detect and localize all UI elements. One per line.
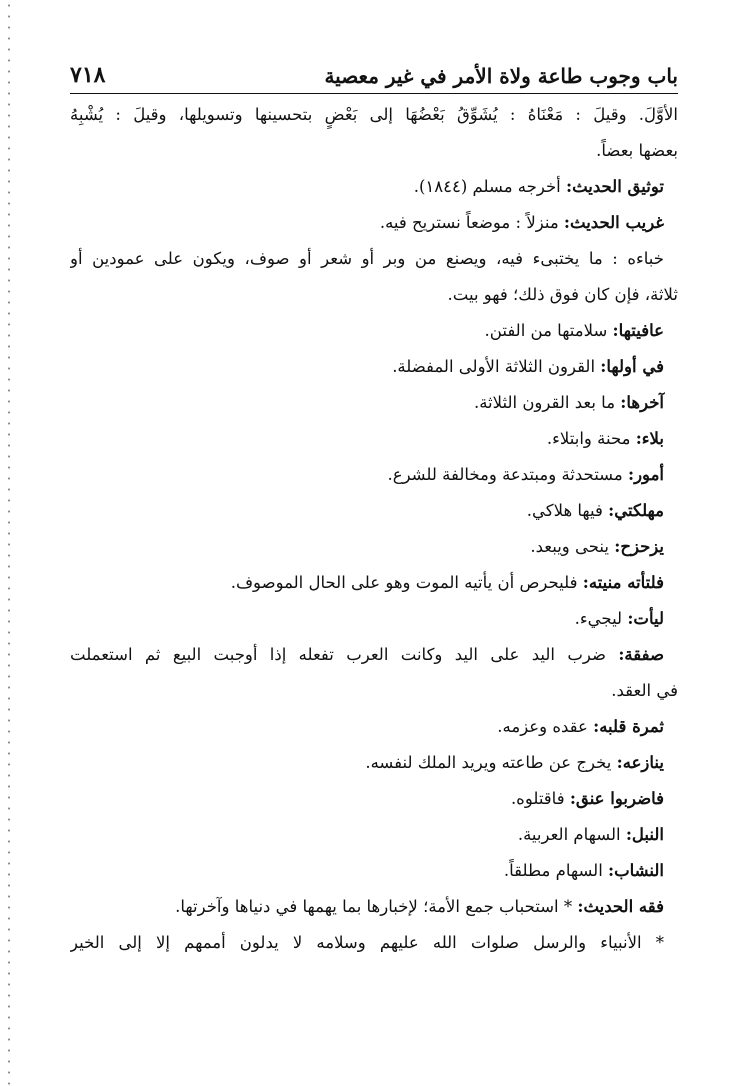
line-text: عقده وعزمه. (497, 717, 594, 736)
gloss-term: آخرها: (620, 393, 664, 412)
text-line (70, 858, 678, 894)
line-text: منزلاً : موضعاً نستريح فيه. (379, 213, 564, 232)
line-text: بعضها بعضاً. (596, 141, 678, 160)
gloss-term: النبل: (625, 825, 664, 844)
line-text: القرون الثلاثة الأولى المفضلة. (392, 357, 601, 376)
text-line (70, 390, 678, 426)
scan-dotted-margin (8, 0, 10, 1086)
text-line (70, 498, 678, 534)
running-header (70, 62, 678, 94)
gloss-term: فقه الحديث: (577, 897, 664, 916)
gloss-term: ثمرة قلبه: (593, 717, 664, 736)
page-number: ٧١٨ (70, 62, 106, 88)
line-text: يخرج عن طاعته ويريد الملك لنفسه. (365, 753, 617, 772)
line-text: في العقد. (611, 681, 678, 700)
line-text: فيها هلاكي. (526, 501, 609, 520)
gloss-term: فاضربوا عنق: (569, 789, 664, 808)
text-line (70, 102, 678, 138)
gloss-term: مهلكتي: (608, 501, 664, 520)
line-text: السهام مطلقاً. (503, 861, 609, 880)
text-line (70, 750, 678, 786)
line-text: ينحى ويبعد. (530, 537, 615, 556)
text-line (70, 354, 678, 390)
text-line (70, 786, 678, 822)
text-line (70, 426, 678, 462)
page-body (70, 102, 678, 966)
gloss-term: ليأت: (627, 609, 664, 628)
chapter-title: باب وجوب طاعة ولاة الأمر في غير معصية (324, 64, 678, 88)
gloss-term: صفقة: (618, 645, 664, 664)
text-line (70, 678, 678, 714)
gloss-term: النشاب: (608, 861, 664, 880)
gloss-term: عافيتها: (612, 321, 664, 340)
text-line (70, 174, 678, 210)
line-text: * الأنبياء والرسل صلوات الله عليهم وسلامه لا يدلون أممهم إلا إلى الخير (70, 933, 664, 952)
text-line (70, 246, 678, 282)
text-line (70, 282, 678, 318)
text-line (70, 462, 678, 498)
gloss-term: فلتأته منيته: (582, 573, 664, 592)
text-line (70, 318, 678, 354)
gloss-term: في أولها: (600, 357, 664, 376)
line-text: مستحدثة ومبتدعة ومخالفة للشرع. (387, 465, 628, 484)
book-page (70, 62, 678, 966)
text-line (70, 534, 678, 570)
text-line (70, 606, 678, 642)
gloss-term: غريب الحديث: (563, 213, 664, 232)
line-text: فليحرص أن يأتيه الموت وهو على الحال الموصوف. (230, 573, 583, 592)
line-text: خباءه : ما يختبىء فيه، ويصنع من وبر أو شعر أو صوف، ويكون على عمودين أو (70, 249, 664, 268)
text-line (70, 822, 678, 858)
line-text: ثلاثة، فإن كان فوق ذلك؛ فهو بيت. (447, 285, 678, 304)
line-text: فاقتلوه. (510, 789, 570, 808)
line-text: * استحباب جمع الأمة؛ لإخبارها بما يهمها في دنياها وآخرتها. (175, 897, 578, 916)
line-text: السهام العربية. (517, 825, 626, 844)
gloss-term: يزحزح: (614, 537, 664, 556)
text-line (70, 930, 678, 966)
gloss-term: توثيق الحديث: (565, 177, 664, 196)
line-text: ضرب اليد على اليد وكانت العرب تفعله إذا أوجبت البيع ثم استعملت (70, 645, 619, 664)
line-text: محنة وابتلاء. (546, 429, 636, 448)
gloss-term: ينازعه: (616, 753, 664, 772)
text-line (70, 714, 678, 750)
text-line (70, 642, 678, 678)
text-line (70, 210, 678, 246)
text-line (70, 570, 678, 606)
line-text: ليجيء. (574, 609, 628, 628)
line-text: الأوَّلَ. وقيلَ : مَعْنَاهُ : يُشَوِّقُ بَعْضُهَا إلى بَعْضٍ بتحسينها وتسويلها، وقيلَ : يُشْبِهُ (70, 105, 678, 124)
line-text: سلامتها من الفتن. (484, 321, 613, 340)
gloss-term: أمور: (627, 465, 664, 484)
line-text: ما بعد القرون الثلاثة. (473, 393, 621, 412)
line-text: أخرجه مسلم (١٨٤٤). (413, 177, 566, 196)
gloss-term: بلاء: (635, 429, 664, 448)
text-line (70, 138, 678, 174)
text-line (70, 894, 678, 930)
